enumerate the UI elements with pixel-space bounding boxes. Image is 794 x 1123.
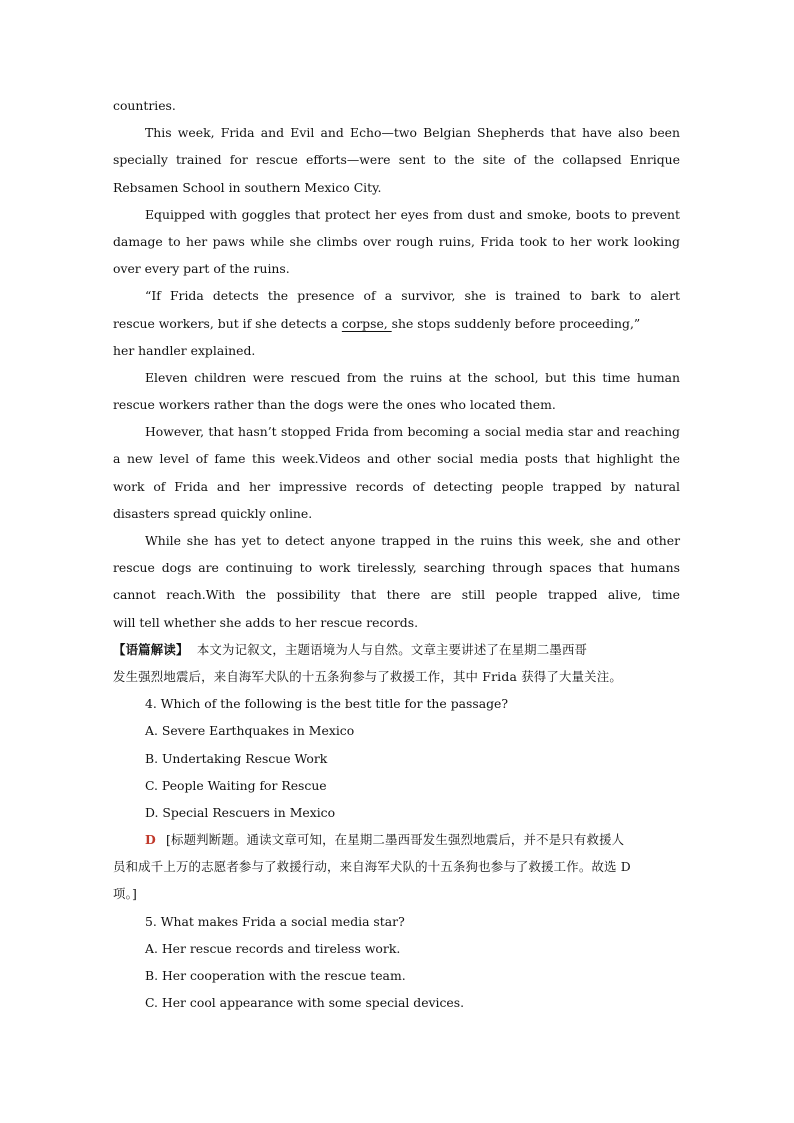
- passage-line: work of Frida and her impressive records of detecting people trapped by natural: [113, 478, 680, 494]
- answer-letter: D: [145, 832, 156, 848]
- passage-line: specially trained for rescue efforts—were sent to the site of the collapsed Enrique: [113, 152, 680, 168]
- passage-line: Equipped with goggles that protect her eyes from dust and smoke, boots to prevent: [145, 206, 680, 222]
- passage-text: rescue workers, but if she detects a: [113, 315, 342, 331]
- passage-line: rescue workers rather than the dogs were the ones who located them.: [113, 397, 556, 413]
- passage-line: While she has yet to detect anyone trapped in the ruins this week, she and other: [145, 533, 680, 548]
- underlined-word-corpse: corpse,: [341, 315, 392, 331]
- explanation-text: [标题判断题。通读文章可知，在星期二墨西哥发生强烈地震后，并不是只有救援人: [165, 832, 625, 848]
- passage-line: her handler explained.: [113, 342, 256, 358]
- option-c: C. People Waiting for Rescue: [145, 777, 327, 793]
- document-page: [113, 92, 680, 1016]
- passage-line: rescue dogs are continuing to work tirelessly, searching through spaces that humans: [113, 560, 680, 576]
- question-stem: 5. What makes Frida a social media star?: [145, 913, 405, 929]
- passage-line: will tell whether she adds to her rescue records.: [113, 614, 419, 630]
- passage-line: a new level of fame this week.Videos and other social media posts that highlight the: [113, 451, 680, 467]
- passage-line: damage to her paws while she climbs over rough ruins, Frida took to her work looking: [113, 233, 680, 249]
- explanation-line: [113, 826, 680, 853]
- option-a: A. Severe Earthquakes in Mexico: [145, 723, 355, 739]
- passage-line: [113, 310, 680, 337]
- passage-text: she stops suddenly before proceeding,”: [391, 315, 641, 331]
- passage-line: This week, Frida and Evil and Echo—two Belgian Shepherds that have also been: [145, 125, 680, 141]
- passage-line: However, that hasn’t stopped Frida from becoming a social media star and reaching: [145, 424, 680, 440]
- option-d: D. Special Rescuers in Mexico: [145, 804, 336, 820]
- option-c: C. Her cool appearance with some special devices.: [145, 995, 465, 1011]
- option-b: B. Her cooperation with the rescue team.: [145, 968, 406, 983]
- explanation-line: 项。]: [113, 886, 138, 902]
- passage-line: cannot reach.With the possibility that there are still people trapped alive, time: [113, 587, 680, 603]
- question-stem: 4. Which of the following is the best title for the passage?: [145, 696, 509, 712]
- passage-line: disasters spread quickly online.: [113, 505, 313, 521]
- passage-line: Rebsamen School in southern Mexico City.: [113, 179, 382, 195]
- analysis-text: 本文为记叙文，主题语境为人与自然。文章主要讲述了在星期二墨西哥: [196, 641, 588, 657]
- analysis-line: 发生强烈地震后，来自海军犬队的十五条狗参与了救援工作，其中 Frida 获得了大量关注。: [113, 668, 622, 684]
- passage-line: over every part of the ruins.: [113, 261, 290, 277]
- explanation-line: 员和成千上万的志愿者参与了救援行动，来自海军犬队的十五条狗也参与了救援工作。故选 D: [113, 859, 631, 875]
- analysis-label: 【语篇解读】: [113, 641, 189, 657]
- passage-line: countries.: [113, 98, 176, 113]
- analysis-line: [113, 636, 680, 663]
- passage-line: “If Frida detects the presence of a survivor, she is trained to bark to alert: [145, 288, 680, 304]
- passage-line: Eleven children were rescued from the ruins at the school, but this time human: [145, 369, 680, 385]
- option-a: A. Her rescue records and tireless work.: [145, 940, 401, 956]
- option-b: B. Undertaking Rescue Work: [145, 750, 328, 766]
